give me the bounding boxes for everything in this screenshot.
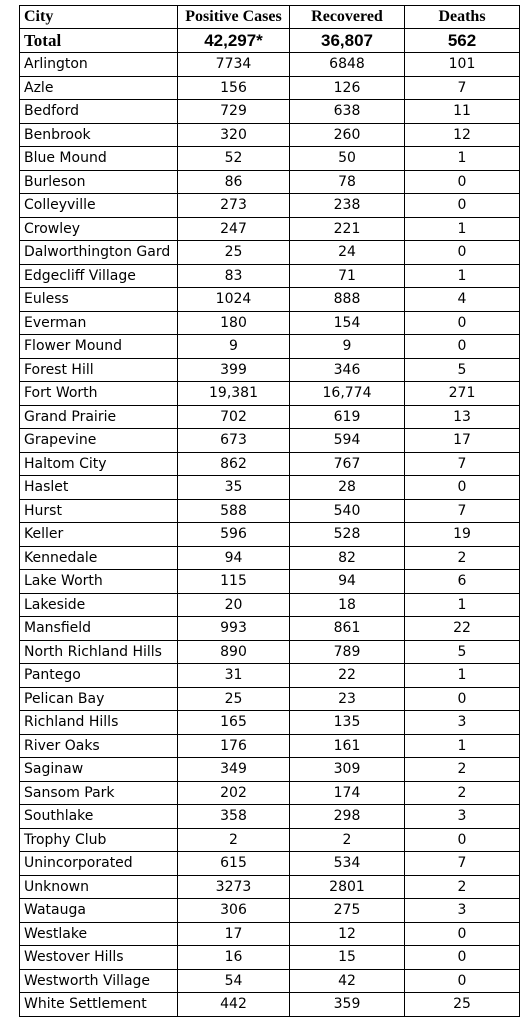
positive-cases-cell: 94 — [178, 546, 290, 570]
positive-cases-cell: 31 — [178, 664, 290, 688]
recovered-cell: 135 — [290, 711, 405, 735]
positive-cases-cell: 165 — [178, 711, 290, 735]
city-cell: Azle — [20, 76, 178, 100]
table-row — [20, 452, 520, 476]
city-cell: Haslet — [20, 476, 178, 500]
city-cell: Westlake — [20, 922, 178, 946]
table-row — [20, 76, 520, 100]
table-header — [20, 6, 520, 29]
table-row — [20, 264, 520, 288]
deaths-cell: 0 — [405, 828, 520, 852]
positive-cases-cell: 115 — [178, 570, 290, 594]
recovered-cell: 309 — [290, 758, 405, 782]
recovered-cell: 260 — [290, 123, 405, 147]
positive-cases-cell: 993 — [178, 617, 290, 641]
table-container — [19, 5, 520, 1017]
deaths-cell: 25 — [405, 993, 520, 1017]
deaths-cell: 5 — [405, 358, 520, 382]
positive-cases-cell: 52 — [178, 147, 290, 171]
city-cell: Westworth Village — [20, 969, 178, 993]
recovered-cell: 275 — [290, 899, 405, 923]
deaths-cell: 1 — [405, 217, 520, 241]
positive-cases-cell: 19,381 — [178, 382, 290, 406]
recovered-cell: 174 — [290, 781, 405, 805]
positive-cases-cell: 35 — [178, 476, 290, 500]
positive-cases-cell: 2 — [178, 828, 290, 852]
deaths-cell: 17 — [405, 429, 520, 453]
city-cell: Unincorporated — [20, 852, 178, 876]
table-row — [20, 640, 520, 664]
recovered-cell: 15 — [290, 946, 405, 970]
positive-cases-cell: 20 — [178, 593, 290, 617]
table-row — [20, 922, 520, 946]
city-cell: Watauga — [20, 899, 178, 923]
recovered-cell: 619 — [290, 405, 405, 429]
recovered-cell: 50 — [290, 147, 405, 171]
city-cell: Sansom Park — [20, 781, 178, 805]
deaths-cell: 5 — [405, 640, 520, 664]
city-cell: Southlake — [20, 805, 178, 829]
table-row — [20, 617, 520, 641]
recovered-cell: 638 — [290, 100, 405, 124]
positive-cases-cell: 862 — [178, 452, 290, 476]
table-row — [20, 969, 520, 993]
recovered-cell: 298 — [290, 805, 405, 829]
deaths-cell: 0 — [405, 946, 520, 970]
positive-cases-cell: 25 — [178, 241, 290, 265]
recovered-cell: 221 — [290, 217, 405, 241]
recovered-cell: 16,774 — [290, 382, 405, 406]
recovered-cell: 861 — [290, 617, 405, 641]
positive-cases-cell: 25 — [178, 687, 290, 711]
header-city: City — [20, 6, 178, 29]
city-cell: Flower Mound — [20, 335, 178, 359]
total-label: Total — [20, 29, 178, 53]
deaths-cell: 7 — [405, 499, 520, 523]
deaths-cell: 0 — [405, 969, 520, 993]
table-row — [20, 781, 520, 805]
deaths-cell: 0 — [405, 311, 520, 335]
city-cell: Mansfield — [20, 617, 178, 641]
recovered-cell: 24 — [290, 241, 405, 265]
positive-cases-cell: 202 — [178, 781, 290, 805]
deaths-cell: 0 — [405, 476, 520, 500]
city-cell: Forest Hill — [20, 358, 178, 382]
positive-cases-cell: 9 — [178, 335, 290, 359]
deaths-cell: 12 — [405, 123, 520, 147]
total-row — [20, 29, 520, 53]
city-cell: Pelican Bay — [20, 687, 178, 711]
deaths-cell: 0 — [405, 687, 520, 711]
table-row — [20, 311, 520, 335]
recovered-cell: 71 — [290, 264, 405, 288]
city-cell: Grapevine — [20, 429, 178, 453]
recovered-cell: 359 — [290, 993, 405, 1017]
table-row — [20, 147, 520, 171]
header-recovered: Recovered — [290, 6, 405, 29]
table-row — [20, 946, 520, 970]
table-row — [20, 382, 520, 406]
table-row — [20, 288, 520, 312]
city-cell: Trophy Club — [20, 828, 178, 852]
positive-cases-cell: 83 — [178, 264, 290, 288]
deaths-cell: 6 — [405, 570, 520, 594]
positive-cases-cell: 702 — [178, 405, 290, 429]
deaths-cell: 2 — [405, 758, 520, 782]
table-row — [20, 170, 520, 194]
deaths-cell: 11 — [405, 100, 520, 124]
table-row — [20, 217, 520, 241]
positive-cases-cell: 349 — [178, 758, 290, 782]
positive-cases-cell: 306 — [178, 899, 290, 923]
city-cell: River Oaks — [20, 734, 178, 758]
table-row — [20, 499, 520, 523]
cases-by-city-table — [19, 5, 520, 1017]
deaths-cell: 271 — [405, 382, 520, 406]
city-cell: Fort Worth — [20, 382, 178, 406]
deaths-cell: 7 — [405, 852, 520, 876]
table-row — [20, 358, 520, 382]
recovered-cell: 126 — [290, 76, 405, 100]
deaths-cell: 2 — [405, 875, 520, 899]
deaths-cell: 101 — [405, 53, 520, 77]
deaths-cell: 3 — [405, 711, 520, 735]
deaths-cell: 1 — [405, 734, 520, 758]
positive-cases-cell: 17 — [178, 922, 290, 946]
deaths-cell: 2 — [405, 546, 520, 570]
table-row — [20, 875, 520, 899]
deaths-cell: 0 — [405, 241, 520, 265]
deaths-cell: 7 — [405, 452, 520, 476]
city-cell: Arlington — [20, 53, 178, 77]
deaths-cell: 19 — [405, 523, 520, 547]
positive-cases-cell: 156 — [178, 76, 290, 100]
recovered-cell: 22 — [290, 664, 405, 688]
positive-cases-cell: 176 — [178, 734, 290, 758]
recovered-cell: 2801 — [290, 875, 405, 899]
city-cell: Pantego — [20, 664, 178, 688]
city-cell: Euless — [20, 288, 178, 312]
recovered-cell: 6848 — [290, 53, 405, 77]
recovered-cell: 154 — [290, 311, 405, 335]
deaths-cell: 13 — [405, 405, 520, 429]
positive-cases-cell: 596 — [178, 523, 290, 547]
deaths-cell: 22 — [405, 617, 520, 641]
table-row — [20, 523, 520, 547]
recovered-cell: 12 — [290, 922, 405, 946]
table-row — [20, 476, 520, 500]
recovered-cell: 888 — [290, 288, 405, 312]
city-cell: Blue Mound — [20, 147, 178, 171]
deaths-cell: 0 — [405, 335, 520, 359]
table-row — [20, 664, 520, 688]
city-cell: Saginaw — [20, 758, 178, 782]
recovered-cell: 78 — [290, 170, 405, 194]
deaths-cell: 1 — [405, 593, 520, 617]
city-cell: Bedford — [20, 100, 178, 124]
positive-cases-cell: 890 — [178, 640, 290, 664]
recovered-cell: 346 — [290, 358, 405, 382]
positive-cases-cell: 588 — [178, 499, 290, 523]
recovered-cell: 540 — [290, 499, 405, 523]
deaths-cell: 0 — [405, 922, 520, 946]
recovered-cell: 94 — [290, 570, 405, 594]
header-positive-cases: Positive Cases — [178, 6, 290, 29]
positive-cases-cell: 180 — [178, 311, 290, 335]
deaths-cell: 0 — [405, 194, 520, 218]
recovered-cell: 767 — [290, 452, 405, 476]
positive-cases-cell: 7734 — [178, 53, 290, 77]
deaths-cell: 1 — [405, 264, 520, 288]
recovered-cell: 534 — [290, 852, 405, 876]
city-cell: Edgecliff Village — [20, 264, 178, 288]
table-row — [20, 852, 520, 876]
table-row — [20, 711, 520, 735]
table-row — [20, 123, 520, 147]
deaths-cell: 1 — [405, 664, 520, 688]
city-cell: North Richland Hills — [20, 640, 178, 664]
recovered-cell: 42 — [290, 969, 405, 993]
table-row — [20, 687, 520, 711]
city-cell: Benbrook — [20, 123, 178, 147]
city-cell: Lake Worth — [20, 570, 178, 594]
city-cell: Dalworthington Gard — [20, 241, 178, 265]
city-cell: Grand Prairie — [20, 405, 178, 429]
recovered-cell: 23 — [290, 687, 405, 711]
recovered-cell: 789 — [290, 640, 405, 664]
table-row — [20, 570, 520, 594]
table-row — [20, 429, 520, 453]
deaths-cell: 7 — [405, 76, 520, 100]
recovered-cell: 9 — [290, 335, 405, 359]
table-body — [20, 29, 520, 1017]
table-row — [20, 899, 520, 923]
recovered-cell: 238 — [290, 194, 405, 218]
table-row — [20, 100, 520, 124]
table-row — [20, 993, 520, 1017]
city-cell: Richland Hills — [20, 711, 178, 735]
header-row — [20, 6, 520, 29]
city-cell: Crowley — [20, 217, 178, 241]
total-deaths: 562 — [405, 29, 520, 53]
recovered-cell: 594 — [290, 429, 405, 453]
table-row — [20, 828, 520, 852]
table-row — [20, 805, 520, 829]
recovered-cell: 528 — [290, 523, 405, 547]
table-row — [20, 758, 520, 782]
table-row — [20, 405, 520, 429]
deaths-cell: 1 — [405, 147, 520, 171]
positive-cases-cell: 729 — [178, 100, 290, 124]
positive-cases-cell: 399 — [178, 358, 290, 382]
city-cell: Everman — [20, 311, 178, 335]
table-row — [20, 241, 520, 265]
positive-cases-cell: 358 — [178, 805, 290, 829]
city-cell: Colleyville — [20, 194, 178, 218]
table-row — [20, 194, 520, 218]
positive-cases-cell: 673 — [178, 429, 290, 453]
city-cell: White Settlement — [20, 993, 178, 1017]
table-row — [20, 593, 520, 617]
total-recovered: 36,807 — [290, 29, 405, 53]
positive-cases-cell: 247 — [178, 217, 290, 241]
recovered-cell: 2 — [290, 828, 405, 852]
positive-cases-cell: 16 — [178, 946, 290, 970]
city-cell: Haltom City — [20, 452, 178, 476]
city-cell: Keller — [20, 523, 178, 547]
city-cell: Hurst — [20, 499, 178, 523]
table-row — [20, 734, 520, 758]
table-row — [20, 53, 520, 77]
city-cell: Burleson — [20, 170, 178, 194]
city-cell: Lakeside — [20, 593, 178, 617]
deaths-cell: 4 — [405, 288, 520, 312]
recovered-cell: 82 — [290, 546, 405, 570]
city-cell: Unknown — [20, 875, 178, 899]
positive-cases-cell: 1024 — [178, 288, 290, 312]
recovered-cell: 161 — [290, 734, 405, 758]
table-row — [20, 546, 520, 570]
positive-cases-cell: 54 — [178, 969, 290, 993]
positive-cases-cell: 615 — [178, 852, 290, 876]
deaths-cell: 3 — [405, 805, 520, 829]
positive-cases-cell: 442 — [178, 993, 290, 1017]
positive-cases-cell: 3273 — [178, 875, 290, 899]
deaths-cell: 3 — [405, 899, 520, 923]
header-deaths: Deaths — [405, 6, 520, 29]
positive-cases-cell: 273 — [178, 194, 290, 218]
city-cell: Kennedale — [20, 546, 178, 570]
deaths-cell: 2 — [405, 781, 520, 805]
city-cell: Westover Hills — [20, 946, 178, 970]
recovered-cell: 18 — [290, 593, 405, 617]
total-positive: 42,297* — [178, 29, 290, 53]
positive-cases-cell: 86 — [178, 170, 290, 194]
table-row — [20, 335, 520, 359]
positive-cases-cell: 320 — [178, 123, 290, 147]
recovered-cell: 28 — [290, 476, 405, 500]
deaths-cell: 0 — [405, 170, 520, 194]
